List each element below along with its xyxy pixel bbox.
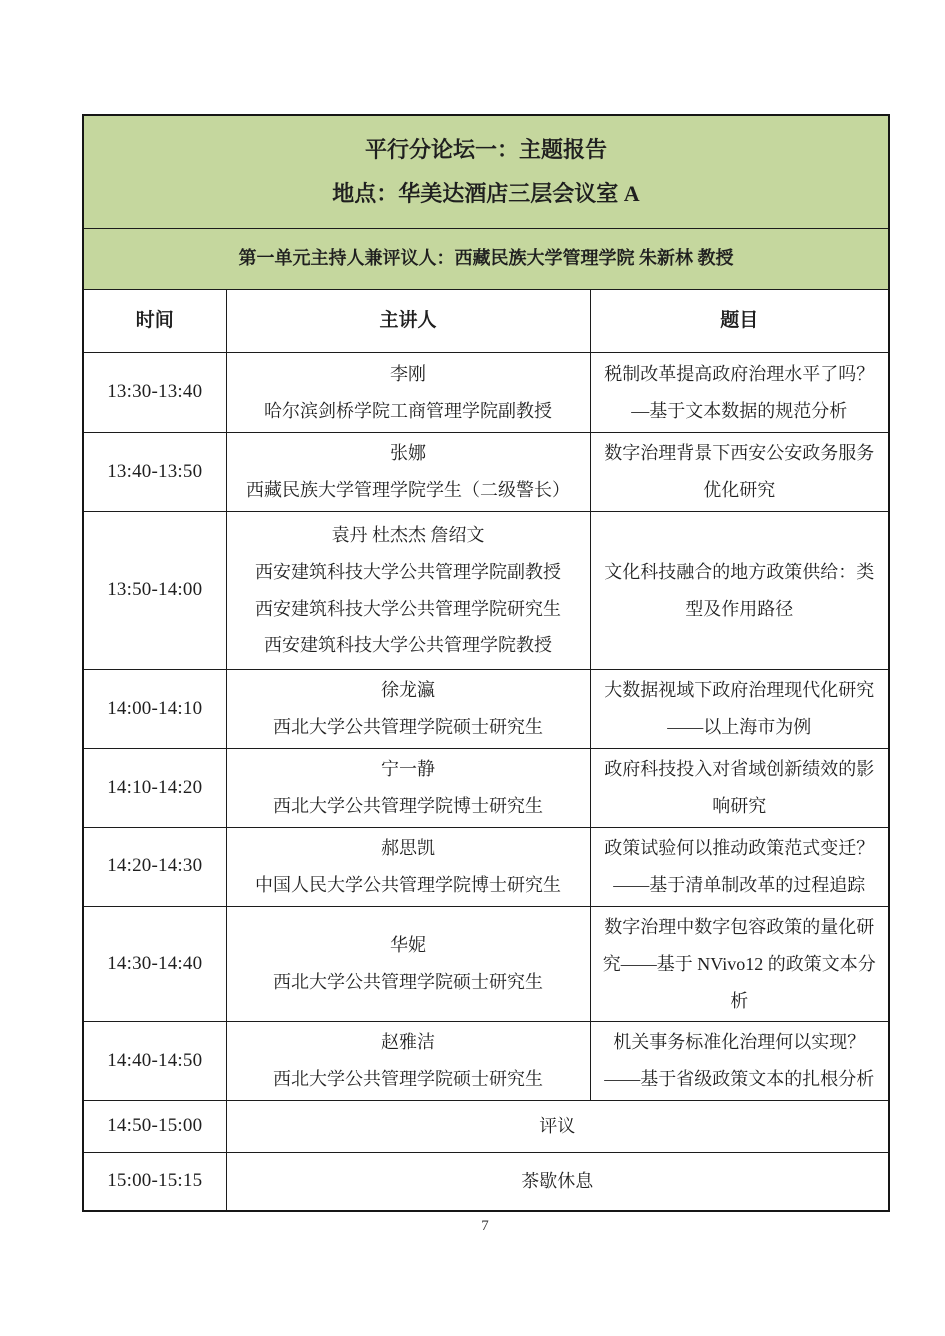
column-header-speaker: 主讲人 bbox=[226, 290, 590, 353]
speaker-affiliation: 哈尔滨剑桥学院工商管理学院副教授 bbox=[264, 400, 552, 421]
merged-activity-cell: 茶歇休息 bbox=[226, 1153, 889, 1211]
table-row-merged bbox=[83, 1101, 889, 1153]
time-cell: 13:40-13:50 bbox=[83, 433, 226, 512]
time-cell: 14:30-14:40 bbox=[83, 906, 226, 1022]
time-cell: 15:00-15:15 bbox=[83, 1153, 226, 1211]
time-cell: 14:50-15:00 bbox=[83, 1101, 226, 1153]
forum-title: 平行分论坛一：主题报告 bbox=[364, 136, 607, 162]
table-row bbox=[83, 433, 889, 512]
page-number: 7 bbox=[481, 1218, 489, 1234]
speaker-name: 赵雅洁 bbox=[381, 1032, 435, 1053]
speaker-cell bbox=[226, 670, 590, 749]
speaker-cell bbox=[226, 512, 590, 670]
topic-cell: 政府科技投入对省域创新绩效的影响研究 bbox=[590, 749, 889, 828]
forum-schedule-table bbox=[82, 114, 890, 1212]
table-row bbox=[83, 512, 889, 670]
table-row bbox=[83, 1022, 889, 1101]
speaker-name: 张娜 bbox=[390, 443, 426, 464]
topic-cell: 数字治理中数字包容政策的量化研究——基于 NVivo12 的政策文本分析 bbox=[590, 906, 889, 1022]
time-cell: 14:20-14:30 bbox=[83, 828, 226, 907]
topic-cell: 文化科技融合的地方政策供给：类型及作用路径 bbox=[590, 512, 889, 670]
time-cell: 14:10-14:20 bbox=[83, 749, 226, 828]
speaker-cell bbox=[226, 828, 590, 907]
speaker-affiliation: 西安建筑科技大学公共管理学院教授 bbox=[264, 635, 552, 656]
speaker-name: 华妮 bbox=[390, 935, 426, 956]
speaker-affiliation: 西藏民族大学管理学院学生（二级警长） bbox=[246, 480, 570, 500]
column-header-time: 时间 bbox=[83, 290, 226, 353]
unit-header-row bbox=[83, 229, 889, 290]
table-row bbox=[83, 670, 889, 749]
topic-cell: 机关事务标准化治理何以实现？——基于省级政策文本的扎根分析 bbox=[590, 1022, 889, 1101]
table-row bbox=[83, 353, 889, 433]
speaker-name: 郝思凯 bbox=[381, 838, 435, 858]
topic-cell: 税制改革提高政府治理水平了吗？—基于文本数据的规范分析 bbox=[590, 353, 889, 433]
speaker-cell bbox=[226, 1022, 590, 1101]
speaker-affiliation: 西北大学公共管理学院硕士研究生 bbox=[273, 717, 543, 737]
speaker-cell bbox=[226, 433, 590, 512]
forum-location: 地点：华美达酒店三层会议室 A bbox=[332, 181, 640, 207]
merged-activity-cell: 评议 bbox=[226, 1101, 889, 1153]
speaker-affiliation: 西北大学公共管理学院硕士研究生 bbox=[273, 1069, 543, 1090]
speaker-cell bbox=[226, 906, 590, 1022]
column-header-topic: 题目 bbox=[590, 290, 889, 353]
time-cell: 13:30-13:40 bbox=[83, 353, 226, 433]
forum-banner-cell bbox=[83, 115, 889, 229]
time-cell: 14:00-14:10 bbox=[83, 670, 226, 749]
speaker-name: 徐龙瀛 bbox=[381, 680, 435, 701]
topic-cell: 政策试验何以推动政策范式变迁？——基于清单制改革的过程追踪 bbox=[590, 828, 889, 907]
table-row bbox=[83, 749, 889, 828]
speaker-name: 李刚 bbox=[390, 363, 426, 384]
speaker-affiliation: 西北大学公共管理学院硕士研究生 bbox=[273, 972, 543, 993]
topic-cell: 大数据视域下政府治理现代化研究——以上海市为例 bbox=[590, 670, 889, 749]
table-row bbox=[83, 828, 889, 907]
speaker-name: 袁丹 杜杰杰 詹绍文 bbox=[331, 524, 485, 545]
speaker-affiliation: 西北大学公共管理学院博士研究生 bbox=[273, 796, 543, 816]
speaker-name: 宁一静 bbox=[381, 759, 435, 780]
speaker-affiliation: 西安建筑科技大学公共管理学院研究生 bbox=[255, 598, 561, 619]
time-cell: 13:50-14:00 bbox=[83, 512, 226, 670]
table-row bbox=[83, 906, 889, 1022]
forum-banner-row bbox=[83, 115, 889, 229]
table-row-merged bbox=[83, 1153, 889, 1211]
unit-header-cell: 第一单元主持人兼评议人：西藏民族大学管理学院 朱新林 教授 bbox=[83, 229, 889, 290]
speaker-cell bbox=[226, 353, 590, 433]
speaker-cell bbox=[226, 749, 590, 828]
column-header-row bbox=[83, 290, 889, 353]
topic-cell: 数字治理背景下西安公安政务服务优化研究 bbox=[590, 433, 889, 512]
speaker-affiliation: 中国人民大学公共管理学院博士研究生 bbox=[255, 874, 561, 895]
speaker-affiliation: 西安建筑科技大学公共管理学院副教授 bbox=[255, 561, 561, 582]
time-cell: 14:40-14:50 bbox=[83, 1022, 226, 1101]
